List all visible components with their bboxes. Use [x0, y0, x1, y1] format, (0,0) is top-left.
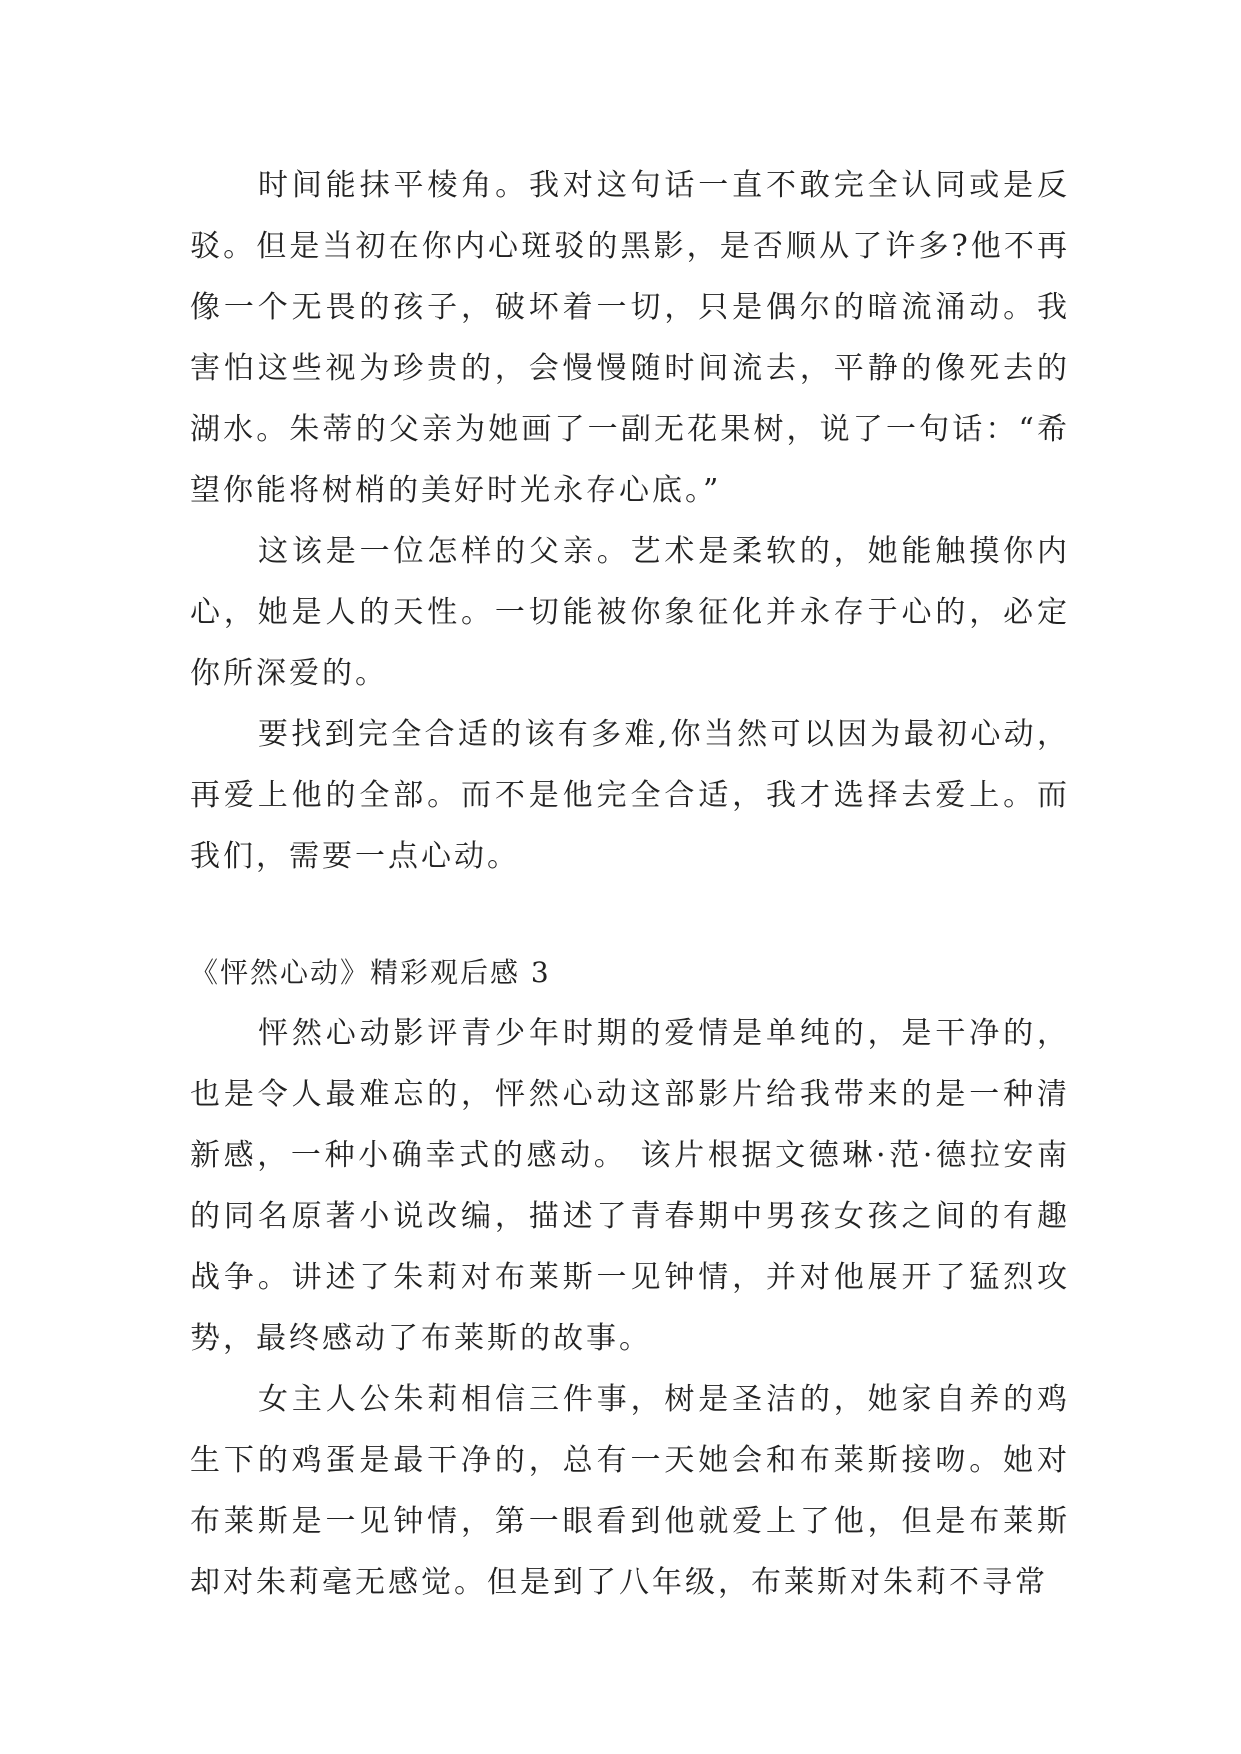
- paragraph-need-a-heartbeat: 要找到完全合适的该有多难,你当然可以因为最初心动，再爱上他的全部。而不是他完全合适，我才选择去爱上。而我们，需要一点心动。: [190, 717, 1070, 874]
- paragraph-time-smooths-edges: 时间能抹平棱角。我对这句话一直不敢完全认同或是反驳。但是当初在你内心斑驳的黑影，是否顺从了许多?他不再像一个无畏的孩子，破坏着一切，只是偶尔的暗流涌动。我害怕这些视为珍贵的，会慢慢随时间流去，平静的像死去的湖水。朱蒂的父亲为她画了一副无花果树，说了一句话：“希望你能将树梢的美好时光永存心底。”: [190, 168, 1070, 508]
- paragraph-what-kind-of-father: 这该是一位怎样的父亲。艺术是柔软的，她能触摸你内心，她是人的天性。一切能被你象征化并永存于心的，必定你所深爱的。: [190, 534, 1070, 691]
- paragraph-juli-believes: 女主人公朱莉相信三件事，树是圣洁的，她家自养的鸡生下的鸡蛋是最干净的，总有一天她会和布莱斯接吻。她对布莱斯是一见钟情，第一眼看到他就爱上了他，但是布莱斯却对朱莉毫无感觉。但是到了八年级，布莱斯对朱莉不寻常: [190, 1382, 1070, 1600]
- document-body: [190, 155, 1070, 1613]
- paragraph-review-intro: 怦然心动影评青少年时期的爱情是单纯的，是干净的，也是令人最难忘的，怦然心动这部影片给我带来的是一种清新感，一种小确幸式的感动。 该片根据文德琳·范·德拉安南的同名原著小说改编，描述了青春期中男孩女孩之间的有趣战争。讲述了朱莉对布莱斯一见钟情，并对他展开了猛烈攻势，最终感动了布莱斯的故事。: [190, 1016, 1070, 1356]
- section-title: 《怦然心动》精彩观后感 3: [190, 956, 551, 989]
